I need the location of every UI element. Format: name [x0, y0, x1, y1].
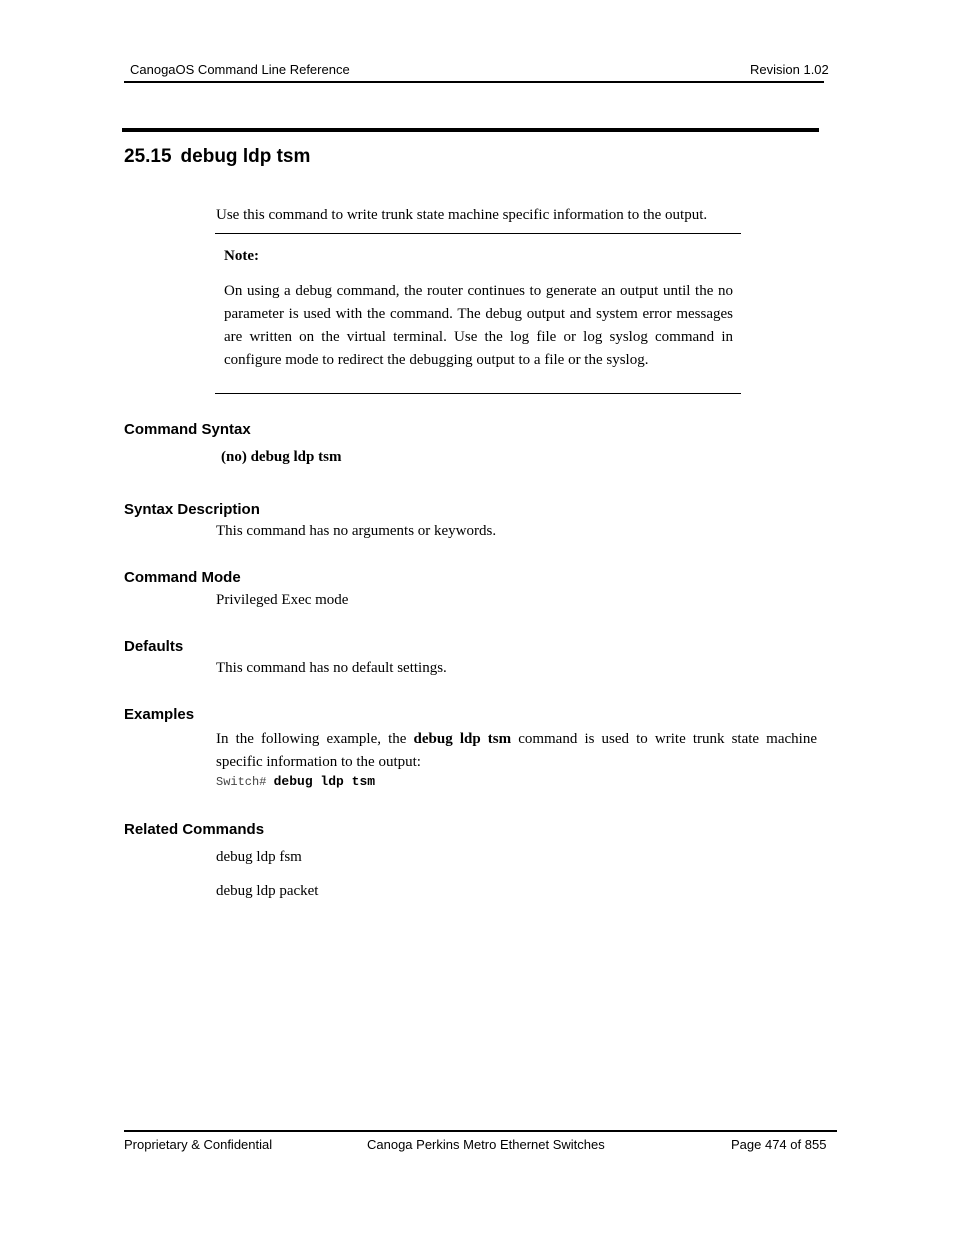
- related-command-item: debug ldp fsm: [216, 849, 302, 865]
- note-text: On using a debug command, the router continues to generate an output until the no parameter is used with the command. The debug output and system error messages are written on the virtual terminal. Use the log file or log syslog command in configure mode to redirect the debugging output to a file or the syslog.: [224, 283, 733, 368]
- section-title-text: debug ldp tsm: [180, 146, 311, 167]
- command-mode-heading: Command Mode: [124, 569, 241, 586]
- footer-confidential: Proprietary & Confidential: [124, 1137, 273, 1152]
- command-mode-text: Privileged Exec mode: [216, 592, 349, 608]
- command-syntax-heading: Command Syntax: [124, 421, 251, 438]
- header-divider: [124, 81, 824, 83]
- examples-text-before: In the following example, the: [216, 731, 414, 747]
- examples-text: [216, 728, 817, 774]
- footer-divider: [124, 1130, 837, 1132]
- section-title: [124, 146, 310, 168]
- defaults-heading: Defaults: [124, 638, 184, 655]
- code-command: debug ldp tsm: [273, 774, 376, 789]
- syntax-description-heading: Syntax Description: [124, 501, 260, 518]
- note-label: Note:: [224, 248, 259, 264]
- running-header-revision: Revision 1.02: [750, 62, 829, 77]
- footer-page-number: Page 474 of 855: [731, 1137, 827, 1152]
- running-header-title: CanogaOS Command Line Reference: [130, 62, 350, 77]
- examples-command-bold: debug ldp tsm: [413, 731, 512, 747]
- intro-paragraph: Use this command to write trunk state machine specific information to the output.: [216, 207, 708, 223]
- section-number: 25.15: [124, 146, 172, 167]
- example-code-block: [216, 774, 375, 789]
- defaults-text: This command has no default settings.: [216, 660, 447, 676]
- related-command-item: debug ldp packet: [216, 883, 319, 899]
- examples-text-after: command is used to write trunk state machine specific information to the output:: [216, 731, 817, 770]
- section-title-rule: [122, 128, 819, 132]
- command-syntax-text: (no) debug ldp tsm: [221, 449, 342, 465]
- footer-product: Canoga Perkins Metro Ethernet Switches: [367, 1137, 605, 1152]
- related-commands-heading: Related Commands: [124, 821, 265, 838]
- examples-heading: Examples: [124, 706, 195, 723]
- code-prompt: Switch#: [216, 775, 267, 789]
- syntax-description-text: This command has no arguments or keywords.: [216, 523, 497, 539]
